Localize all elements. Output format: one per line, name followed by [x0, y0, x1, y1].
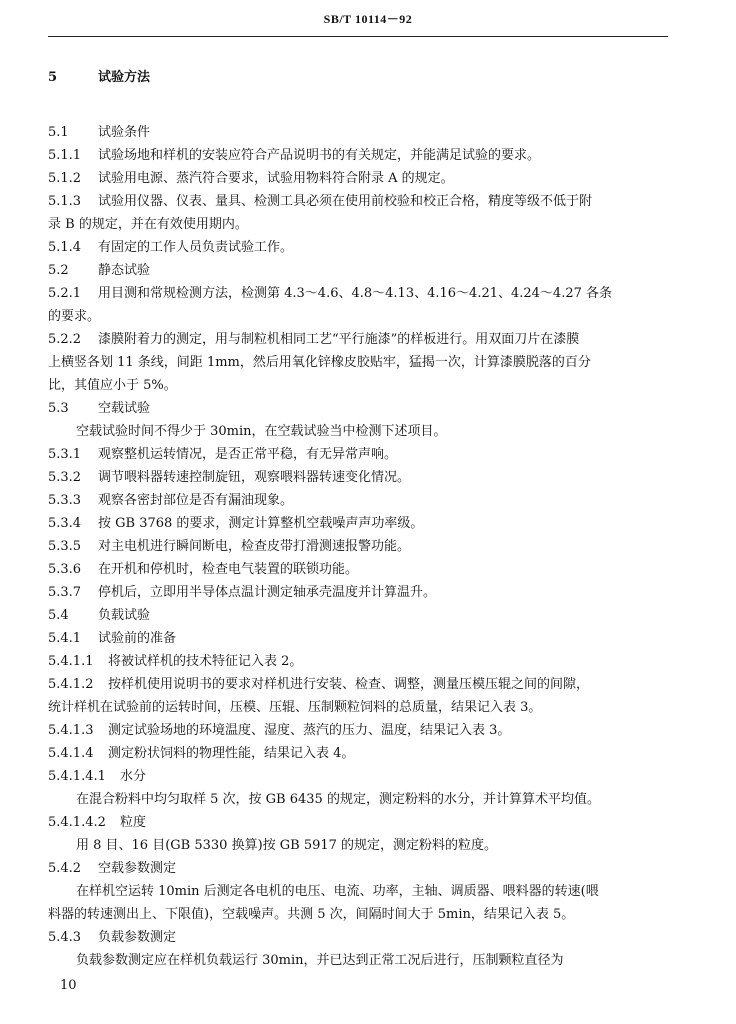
- clause-number: 5.2: [48, 263, 69, 278]
- section-number: 5: [48, 70, 58, 85]
- clause-text: 录 B 的规定，并在有效使用期内。: [48, 217, 248, 232]
- clause-number: 5.3.4: [48, 516, 82, 531]
- clause-text: 测定粉状饲料的物理性能，结果记入表 4。: [108, 746, 355, 761]
- clause-number: 5.1: [48, 125, 69, 140]
- text-line: [48, 328, 670, 351]
- clause-text: 负载参数测定应在样机负载运行 30min，并已达到正常工况后进行，压制颗粒直径为: [76, 953, 564, 968]
- text-line: [48, 880, 670, 903]
- clause-number: 5.3.3: [48, 493, 82, 508]
- text-line: [48, 765, 670, 788]
- text-line: [48, 121, 670, 144]
- clause-number: 5.4.1: [48, 631, 82, 646]
- clause-text: 比，其值应小于 5%。: [48, 378, 177, 393]
- clause-number: 5.4: [48, 608, 69, 623]
- clause-number: 5.3.7: [48, 585, 82, 600]
- page-header: SB/T 10114－92: [323, 12, 413, 26]
- text-line: [48, 811, 670, 834]
- clause-text: 统计样机在试验前的运转时间，压模、压辊、压制颗粒饲料的总质量，结果记入表 3。: [48, 700, 542, 715]
- clause-text: 停机后，立即用半导体点温计测定轴承壳温度并计算温升。: [98, 585, 437, 600]
- clause-number: 5.4.1.3: [48, 723, 94, 738]
- clause-number: 5.3.1: [48, 447, 82, 462]
- clause-number: 5.1.4: [48, 240, 82, 255]
- clause-text: 观察各密封部位是否有漏油现象。: [98, 493, 294, 508]
- clause-text: 有固定的工作人员负责试验工作。: [98, 240, 294, 255]
- clause-text: 测定试验场地的环境温度、湿度、蒸汽的压力、温度，结果记入表 3。: [108, 723, 511, 738]
- text-line: [48, 581, 670, 604]
- clause-text: 负载试验: [98, 608, 151, 623]
- text-line: [48, 627, 670, 650]
- clause-text: 水分: [120, 769, 147, 784]
- clause-text: 上横竖各划 11 条线，间距 1mm，然后用氧化锌橡皮胶贴牢，猛揭一次，计算漆膜脱落的百分: [48, 355, 591, 370]
- clause-number: 5.2.2: [48, 332, 82, 347]
- text-line: [48, 420, 670, 443]
- text-line: [48, 236, 670, 259]
- clause-number: 5.3.6: [48, 562, 82, 577]
- clause-text: 将被试样机的技术特征记入表 2。: [108, 654, 303, 669]
- text-line: [48, 673, 670, 696]
- clause-number: 5.1.1: [48, 148, 82, 163]
- page-number: 10: [60, 978, 77, 993]
- clause-text: 在开机和停机时，检查电气装置的联锁功能。: [98, 562, 359, 577]
- text-line: [48, 282, 670, 305]
- clause-text: 用目测和常规检测方法，检测第 4.3～4.6、4.8～4.13、4.16～4.21、4.24～4.27 各条: [98, 286, 613, 301]
- clause-text: 粒度: [120, 815, 147, 830]
- clause-number: 5.3: [48, 401, 69, 416]
- text-line: [48, 190, 670, 213]
- text-line: [48, 926, 670, 949]
- clause-number: 5.4.1.4.2: [48, 815, 106, 830]
- clause-text: 在样机空运转 10min 后测定各电机的电压、电流、功率，主轴、调质器、喂料器的转速(喂: [76, 884, 599, 899]
- text-line: [48, 788, 670, 811]
- clause-text: 漆膜附着力的测定，用与制粒机相同工艺“平行施漆”的样板进行。用双面刀片在漆膜: [98, 332, 580, 347]
- clause-text: 观察整机运转情况，是否正常平稳，有无异常声响。: [98, 447, 398, 462]
- clause-text: 料器的转速测出上、下限值)，空载噪声。共测 5 次，间隔时间大于 5min，结果记入表 5。: [48, 907, 575, 922]
- clause-number: 5.1.2: [48, 171, 82, 186]
- clause-text: 的要求。: [48, 309, 101, 324]
- clause-number: 5.4.3: [48, 930, 82, 945]
- clause-text: 静态试验: [98, 263, 151, 278]
- clause-number: 5.4.2: [48, 861, 82, 876]
- text-line: [48, 397, 670, 420]
- text-line: [48, 949, 670, 972]
- clause-text: 用 8 目、16 目(GB 5330 换算)按 GB 5917 的规定，测定粉料的粒度。: [76, 838, 498, 853]
- clause-number: 5.3.2: [48, 470, 82, 485]
- text-line: [48, 167, 670, 190]
- text-line: [48, 719, 670, 742]
- text-line: [48, 696, 670, 719]
- clause-text: 空载参数测定: [98, 861, 177, 876]
- clause-text: 空载试验: [98, 401, 151, 416]
- clause-text: 试验用电源、蒸汽符合要求，试验用物料符合附录 A 的规定。: [98, 171, 454, 186]
- document-body: [48, 66, 670, 972]
- clause-text: 负载参数测定: [98, 930, 177, 945]
- text-line: [48, 305, 670, 328]
- clause-number: 5.4.1.4: [48, 746, 94, 761]
- clause-number: 5.2.1: [48, 286, 82, 301]
- text-line: [48, 259, 670, 282]
- section-heading: [48, 66, 670, 89]
- clause-number: 5.1.3: [48, 194, 82, 209]
- clause-text: 在混合粉料中均匀取样 5 次，按 GB 6435 的规定，测定粉料的水分，并计算算术平均值。: [76, 792, 600, 807]
- text-line: [48, 443, 670, 466]
- clause-text: 试验场地和样机的安装应符合产品说明书的有关规定，并能满足试验的要求。: [98, 148, 541, 163]
- text-line: [48, 351, 670, 374]
- text-line: [48, 742, 670, 765]
- text-line: [48, 903, 670, 926]
- clause-text: 试验用仪器、仪表、量具、检测工具必须在使用前校验和校正合格，精度等级不低于附: [98, 194, 593, 209]
- clause-text: 按 GB 3768 的要求，测定计算整机空载噪声声功率级。: [98, 516, 424, 531]
- text-line: [48, 535, 670, 558]
- header-divider: [48, 36, 668, 37]
- text-line: [48, 558, 670, 581]
- text-line: [48, 466, 670, 489]
- clause-number: 5.4.1.4.1: [48, 769, 106, 784]
- text-line: [48, 650, 670, 673]
- text-line: [48, 374, 670, 397]
- clause-text: 按样机使用说明书的要求对样机进行安装、检查、调整，测量压模压辊之间的间隙，: [108, 677, 590, 692]
- section-title: 试验方法: [98, 70, 151, 85]
- text-line: [48, 834, 670, 857]
- paragraph-list: [48, 121, 670, 972]
- text-line: [48, 512, 670, 535]
- clause-text: 空载试验时间不得少于 30min，在空载试验当中检测下述项目。: [76, 424, 447, 439]
- text-line: [48, 489, 670, 512]
- clause-text: 试验前的准备: [98, 631, 177, 646]
- clause-number: 5.4.1.2: [48, 677, 94, 692]
- clause-text: 对主电机进行瞬间断电，检查皮带打滑测速报警功能。: [98, 539, 411, 554]
- text-line: [48, 213, 670, 236]
- text-line: [48, 857, 670, 880]
- clause-number: 5.4.1.1: [48, 654, 94, 669]
- clause-text: 试验条件: [98, 125, 151, 140]
- clause-text: 调节喂料器转速控制旋钮，观察喂料器转速变化情况。: [98, 470, 411, 485]
- clause-number: 5.3.5: [48, 539, 82, 554]
- text-line: [48, 604, 670, 627]
- text-line: [48, 144, 670, 167]
